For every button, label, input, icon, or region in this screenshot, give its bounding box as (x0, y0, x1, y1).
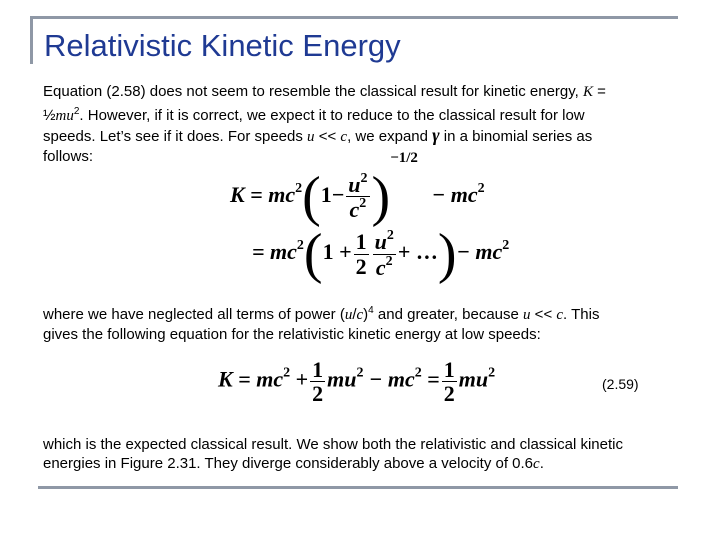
symbol-u-2: u (523, 307, 531, 323)
eq3-minus: − mc (369, 366, 415, 392)
eq1-num: u (348, 172, 361, 198)
exponent-4: 4 (368, 305, 374, 316)
equation-number: (2.59) (602, 376, 639, 392)
eq3-mu-2: mu (458, 366, 489, 392)
eq1-one: 1 (320, 182, 332, 207)
intro-text-5: in a binomial series as (439, 128, 593, 145)
eq2-lead: = mc (252, 239, 297, 265)
top-rule (30, 16, 678, 19)
eq3-mu: mu (327, 366, 357, 392)
symbol-u-ratio: u (344, 307, 353, 323)
symbol-K: K (583, 84, 594, 100)
symbol-c: c (340, 129, 348, 145)
eq2-half: $\frac{1}{2}$ (355, 229, 367, 279)
eq3-mu2-exp: 2 (488, 365, 496, 381)
half-symbol: ½ (43, 107, 56, 124)
symbol-c-ratio: c (356, 307, 364, 323)
eq3-exp: 2 (283, 365, 291, 381)
eq1-den: c (349, 197, 360, 223)
much-less-than-2: << (530, 306, 557, 323)
eq1-power: −1/2 (390, 150, 418, 166)
eq1-fraction: $\frac{u^2}{c^2}$ (348, 171, 368, 223)
eq1-minus: − (331, 182, 345, 207)
eq2-tail-exp: 2 (502, 238, 510, 254)
close-paren: ) (363, 306, 369, 323)
eq1-right-paren: ) (371, 165, 391, 228)
symbol-gamma: γ (432, 125, 440, 145)
eq2-one-plus: 1 + (322, 239, 352, 265)
symbol-c-2: c (556, 307, 564, 323)
bottom-rule (38, 486, 678, 489)
eq2-exp: 2 (296, 238, 304, 254)
eq3-lhs: K = mc (218, 366, 284, 392)
closing-text-2: energies in Figure 2.31. They diverge considerably above a velocity of 0.6 (43, 455, 534, 472)
slide-title: Relativistic Kinetic Energy (44, 28, 401, 63)
intro-text-3: speeds. Let’s see if it does. For speeds (43, 128, 308, 145)
intro-text-2: . However, if it is correct, we expect it to reduce to the classical result for low (79, 107, 585, 124)
eq1-tail-exp: 2 (477, 181, 485, 196)
closing-text: which is the expected classical result. We show both the relativistic and classical kinetic (43, 436, 623, 453)
equals-sign: = (593, 83, 606, 100)
eq2-dots: + … (397, 239, 438, 265)
intro-text-6: follows: (43, 148, 94, 165)
eq3-half-2: $\frac{1}{2}$ (443, 357, 455, 407)
closing-paragraph (43, 435, 663, 474)
middle-text: where we have neglected all terms of power ( (43, 306, 345, 323)
equation-3 (218, 358, 495, 405)
eq2-tail: − mc (456, 239, 503, 265)
eq3-equals: = (427, 366, 440, 392)
middle-text-2: and greater, because (373, 306, 524, 323)
eq1-left-paren: ( (302, 165, 321, 228)
exponent-2: 2 (73, 106, 80, 117)
slash: / (352, 306, 357, 323)
period: . (539, 455, 544, 472)
symbol-u: u (307, 129, 315, 145)
middle-paragraph (43, 301, 663, 344)
eq2-right-paren: ) (437, 223, 457, 285)
eq2-fraction: $\frac{u^2}{c^2}$ (374, 228, 394, 280)
eq1-exp: 2 (295, 181, 303, 196)
left-rule (30, 16, 33, 64)
eq2-num: u (374, 229, 387, 255)
intro-text: Equation (2.58) does not seem to resemble the classical result for kinetic energy, (43, 83, 583, 100)
symbol-mu: mu (55, 108, 74, 124)
eq1-lhs: K = mc (230, 182, 296, 207)
much-less-than: << (314, 128, 341, 145)
symbol-c-3: c (533, 456, 540, 472)
equation-2 (252, 223, 510, 285)
eq3-mu-exp: 2 (356, 365, 364, 381)
eq2-den: c (375, 254, 386, 280)
eq2-left-paren: ( (303, 223, 323, 285)
eq1-tail: − mc (431, 182, 478, 207)
middle-text-4: gives the following equation for the relativistic kinetic energy at low speeds: (43, 326, 541, 343)
eq3-plus: + (295, 366, 309, 392)
intro-text-4: , we expand (347, 128, 433, 145)
equation-1 (230, 150, 485, 228)
eq3-half: $\frac{1}{2}$ (312, 357, 324, 407)
middle-text-3: . This (563, 306, 600, 323)
eq3-minus-exp: 2 (414, 365, 422, 381)
